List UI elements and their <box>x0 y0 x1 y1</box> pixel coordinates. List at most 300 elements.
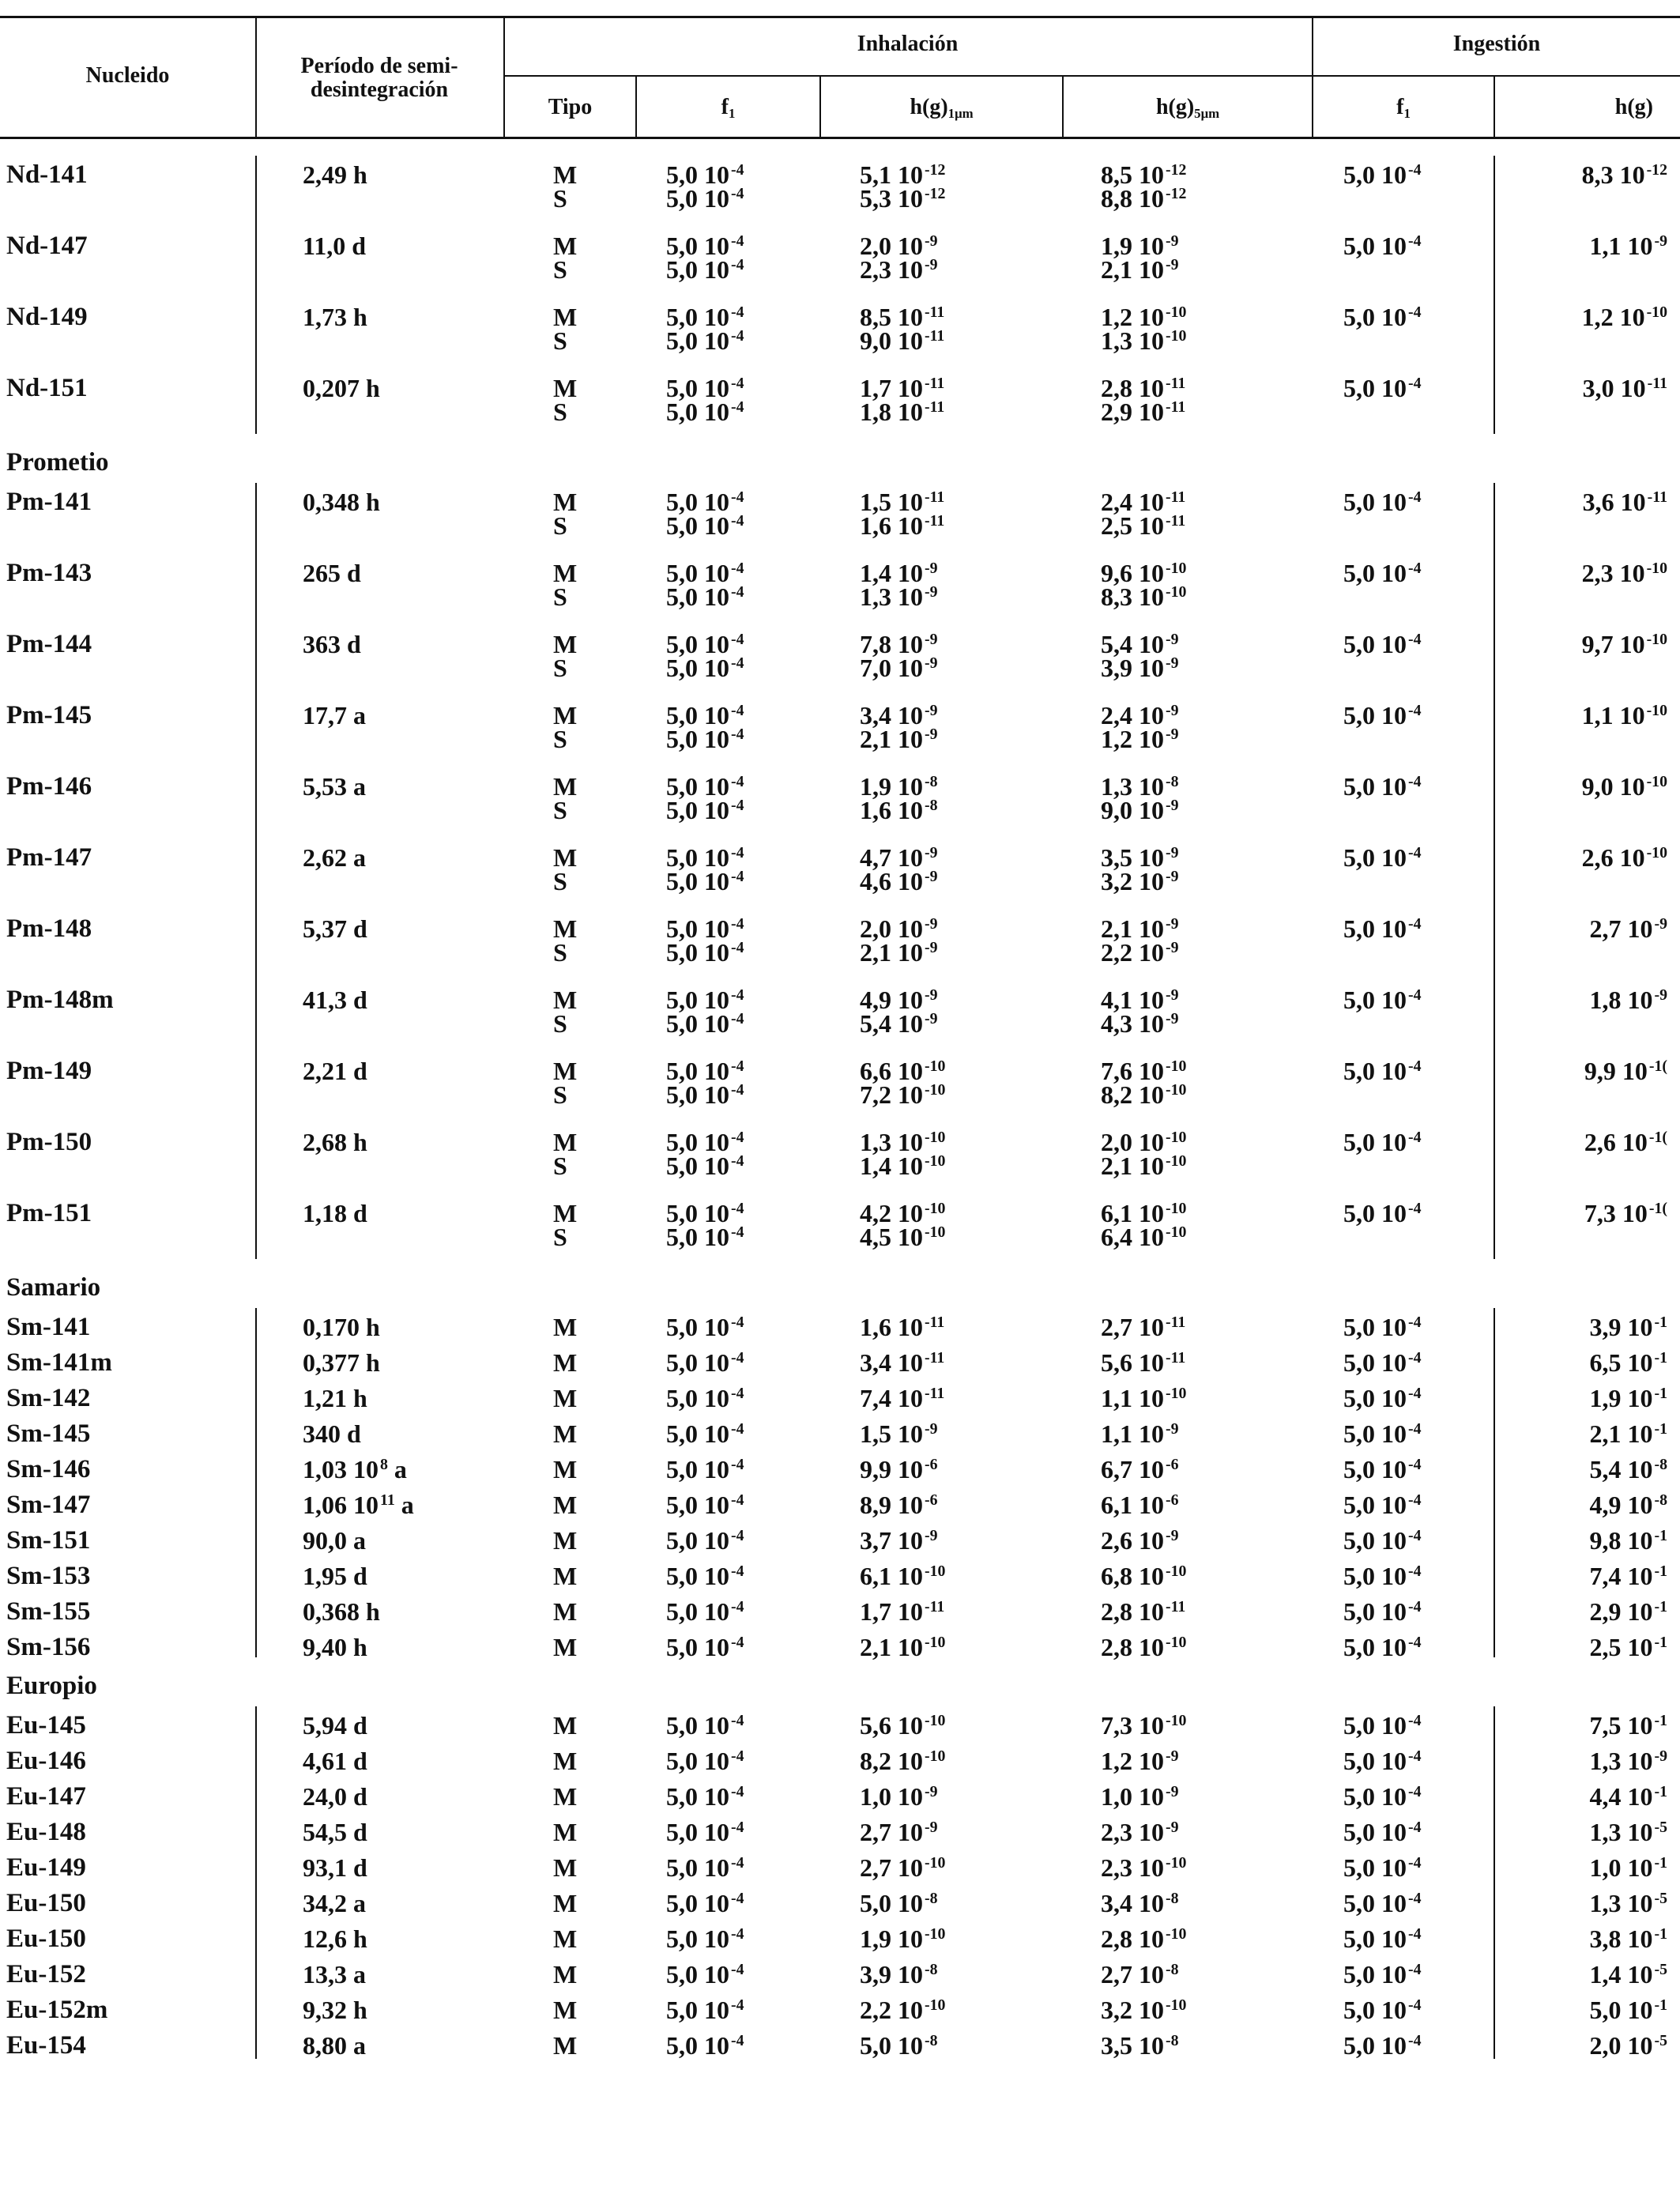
exponent: -9 <box>1166 1747 1179 1766</box>
column-divider <box>1494 1308 1495 1657</box>
h-1um: 7,8 10 $^{-9}$ <box>860 630 938 658</box>
exponent: -4 <box>1408 1057 1422 1076</box>
exponent: -4 <box>1408 2032 1422 2050</box>
exponent: -9 <box>1654 915 1667 933</box>
h-5um: 1,9 10 $^{-9}$ <box>1101 232 1179 260</box>
exponent: -10 <box>925 1223 946 1242</box>
h-1um: 6,1 10 $^{-10}$ <box>860 1562 946 1590</box>
absorption-type: S <box>553 1223 567 1251</box>
nuclide-name: Pm-151 <box>6 1199 92 1227</box>
exponent: -11 <box>925 1385 945 1403</box>
exponent: -9 <box>925 256 938 274</box>
exponent: -1 <box>1654 1349 1667 1367</box>
half-life: 1,95 d <box>303 1562 367 1590</box>
nuclide-name: Eu-149 <box>6 1853 86 1882</box>
absorption-type: M <box>553 1853 578 1882</box>
absorption-type: M <box>553 630 578 658</box>
exponent: -4 <box>1408 375 1422 393</box>
absorption-type: M <box>553 1455 578 1483</box>
exponent: -11 <box>1166 512 1186 530</box>
exponent: -8 <box>1166 773 1179 791</box>
exponent: -4 <box>731 375 744 393</box>
inhalation-f1: 5,0 10 $^{-4}$ <box>666 582 744 611</box>
ingestion-h: 2,5 10 $^{-1}$ <box>1589 1633 1667 1661</box>
exponent: -4 <box>731 1223 744 1242</box>
inhalation-f1: 5,0 10 $^{-4}$ <box>666 725 744 753</box>
ingestion-h: 1,0 10 $^{-1}$ <box>1589 1853 1667 1882</box>
absorption-type: M <box>553 1526 578 1555</box>
ingestion-h: 7,3 10 $^{-1(}$ <box>1584 1199 1667 1227</box>
absorption-type: M <box>553 2031 578 2060</box>
exponent: -4 <box>1408 1854 1422 1872</box>
exponent: -4 <box>1408 1783 1422 1801</box>
exponent: -5 <box>1654 1819 1667 1837</box>
inhalation-f1: 5,0 10 $^{-4}$ <box>666 488 744 516</box>
h-1um: 1,9 10 $^{-10}$ <box>860 1924 946 1953</box>
h-1um: 4,2 10 $^{-10}$ <box>860 1199 946 1227</box>
ingestion-f1: 5,0 10 $^{-4}$ <box>1343 1924 1422 1953</box>
nuclide-name: Pm-141 <box>6 488 92 516</box>
column-divider <box>255 483 257 1259</box>
h-5um: 1,2 10 $^{-9}$ <box>1101 1747 1179 1775</box>
h-1um: 9,9 10 $^{-6}$ <box>860 1455 938 1483</box>
inhalation-f1: 5,0 10 $^{-4}$ <box>666 1889 744 1917</box>
absorption-type: S <box>553 1080 567 1109</box>
exponent: -1 <box>1654 1385 1667 1403</box>
nuclide-name: Eu-145 <box>6 1711 86 1740</box>
inhalation-f1: 5,0 10 $^{-4}$ <box>666 843 744 872</box>
nuclide-name: Eu-148 <box>6 1818 86 1846</box>
exponent: -10 <box>1166 1129 1187 1147</box>
header-ingestion: Ingestión <box>1452 32 1541 56</box>
inhalation-f1: 5,0 10 $^{-4}$ <box>666 867 744 895</box>
absorption-type: M <box>553 1996 578 2024</box>
exponent: -4 <box>731 915 744 933</box>
ingestion-h: 2,6 10 $^{-1(}$ <box>1584 1128 1667 1156</box>
nuclide-name: Sm-145 <box>6 1419 91 1448</box>
exponent: -8 <box>1654 1491 1667 1510</box>
exponent: -4 <box>731 327 744 345</box>
exponent: -10 <box>925 1129 946 1147</box>
exponent: -4 <box>731 1961 744 1979</box>
nuclide-name: Eu-147 <box>6 1782 86 1811</box>
absorption-type: M <box>553 1313 578 1341</box>
h-5um: 2,6 10 $^{-9}$ <box>1101 1526 1179 1555</box>
ingestion-f1: 5,0 10 $^{-4}$ <box>1343 1455 1422 1483</box>
inhalation-f1: 5,0 10 $^{-4}$ <box>666 255 744 284</box>
h-1um: 8,9 10 $^{-6}$ <box>860 1491 938 1519</box>
absorption-type: S <box>553 255 567 284</box>
h-5um: 3,5 10 $^{-9}$ <box>1101 843 1179 872</box>
inhalation-f1: 5,0 10 $^{-4}$ <box>666 1348 744 1377</box>
absorption-type: M <box>553 843 578 872</box>
h-5um: 1,3 10 $^{-10}$ <box>1101 326 1187 355</box>
exponent: -9 <box>1166 1010 1179 1028</box>
header-periodo-2: desintegración <box>310 77 449 102</box>
exponent: -4 <box>1408 560 1422 578</box>
absorption-type: M <box>553 303 578 331</box>
exponent: -9 <box>925 1783 938 1801</box>
exponent: -1 <box>1654 1598 1667 1616</box>
h-5um: 2,1 10 $^{-10}$ <box>1101 1152 1187 1180</box>
exponent: -4 <box>1408 986 1422 1005</box>
nuclide-name: Sm-156 <box>6 1633 91 1661</box>
absorption-type: S <box>553 1009 567 1038</box>
exponent: -1 <box>1654 1783 1667 1801</box>
exponent: -8 <box>1166 2032 1179 2050</box>
nuclide-name: Sm-151 <box>6 1526 91 1555</box>
exponent: -10 <box>1166 1996 1187 2015</box>
ingestion-f1: 5,0 10 $^{-4}$ <box>1343 701 1422 729</box>
column-divider <box>255 156 257 434</box>
h-1um: 7,2 10 $^{-10}$ <box>860 1080 946 1109</box>
exponent: -9 <box>1166 726 1179 744</box>
table-top-rule <box>0 16 1680 18</box>
exponent: -4 <box>1408 915 1422 933</box>
exponent: -4 <box>1408 1563 1422 1581</box>
exponent: -9 <box>925 1420 938 1438</box>
half-life: 0,170 h <box>303 1313 380 1341</box>
section-heading: Prometio <box>6 448 109 477</box>
h-5um: 3,2 10 $^{-9}$ <box>1101 867 1179 895</box>
exponent: -4 <box>1408 1491 1422 1510</box>
section-heading: Samario <box>6 1273 101 1302</box>
ingestion-h: 1,2 10 $^{-10}$ <box>1581 303 1667 331</box>
exponent: -4 <box>731 1527 744 1545</box>
ingestion-h: 5,4 10 $^{-8}$ <box>1589 1455 1667 1483</box>
exponent: -4 <box>1408 1996 1422 2015</box>
half-life: 9,40 h <box>303 1633 367 1661</box>
h-5um: 6,7 10 $^{-6}$ <box>1101 1455 1179 1483</box>
h-5um: 2,0 10 $^{-10}$ <box>1101 1128 1187 1156</box>
exponent: -4 <box>731 161 744 179</box>
exponent: -4 <box>731 939 744 957</box>
h-5um: 4,1 10 $^{-9}$ <box>1101 986 1179 1014</box>
ingestion-f1: 5,0 10 $^{-4}$ <box>1343 1128 1422 1156</box>
exponent: -10 <box>1166 1385 1187 1403</box>
h-1um: 3,7 10 $^{-9}$ <box>860 1526 938 1555</box>
inhalation-f1: 5,0 10 $^{-4}$ <box>666 1080 744 1109</box>
exponent: -4 <box>1408 1747 1422 1766</box>
exponent: -1 <box>1654 1712 1667 1730</box>
exponent: -4 <box>731 631 744 649</box>
h-1um: 7,0 10 $^{-9}$ <box>860 654 938 682</box>
absorption-type: S <box>553 398 567 426</box>
exponent: -10 <box>925 1712 946 1730</box>
inhalation-f1: 5,0 10 $^{-4}$ <box>666 1597 744 1626</box>
h-5um: 8,5 10 $^{-12}$ <box>1101 160 1187 189</box>
ingestion-f1: 5,0 10 $^{-4}$ <box>1343 232 1422 260</box>
half-life: 0,368 h <box>303 1597 380 1626</box>
exponent: -4 <box>731 726 744 744</box>
ingestion-f1: 5,0 10 $^{-4}$ <box>1343 1384 1422 1412</box>
ingestion-h: 1,3 10 $^{-9}$ <box>1589 1747 1667 1775</box>
half-life: 11,0 d <box>303 232 367 260</box>
absorption-type: M <box>553 914 578 943</box>
exponent: -11 <box>1166 398 1186 417</box>
h-1um: 5,6 10 $^{-10}$ <box>860 1711 946 1740</box>
half-life: 1,06 10 $^{11}$ a <box>303 1491 414 1519</box>
exponent: -4 <box>731 512 744 530</box>
absorption-type: S <box>553 725 567 753</box>
exponent: -9 <box>1166 1420 1179 1438</box>
half-life: 5,53 a <box>303 772 366 801</box>
h-1um: 5,4 10 $^{-9}$ <box>860 1009 938 1038</box>
nuclide-name: Pm-148 <box>6 914 92 943</box>
exponent: -4 <box>731 773 744 791</box>
exponent: -4 <box>1408 1527 1422 1545</box>
absorption-type: M <box>553 1419 578 1448</box>
nuclide-name: Pm-146 <box>6 772 92 801</box>
exponent: -1 <box>1654 1420 1667 1438</box>
exponent: -8 <box>1166 1961 1179 1979</box>
exponent: -9 <box>1166 1527 1179 1545</box>
h-1um: 1,4 10 $^{-10}$ <box>860 1152 946 1180</box>
exponent: -4 <box>731 1712 744 1730</box>
exponent: -10 <box>925 1152 946 1171</box>
inhalation-f1: 5,0 10 $^{-4}$ <box>666 1818 744 1846</box>
exponent: -9 <box>925 702 938 720</box>
h-5um: 2,7 10 $^{-8}$ <box>1101 1960 1179 1989</box>
absorption-type: M <box>553 1818 578 1846</box>
half-life: 1,21 h <box>303 1384 367 1412</box>
exponent: -10 <box>925 1925 946 1943</box>
exponent: -4 <box>731 1819 744 1837</box>
exponent: -10 <box>1166 1712 1187 1730</box>
ingestion-h: 5,0 10 $^{-1}$ <box>1589 1996 1667 2024</box>
exponent: -4 <box>731 1057 744 1076</box>
exponent: -4 <box>731 702 744 720</box>
exponent: -12 <box>925 161 946 179</box>
h-5um: 3,2 10 $^{-10}$ <box>1101 1996 1187 2024</box>
h-5um: 2,8 10 $^{-11}$ <box>1101 374 1186 402</box>
inhalation-f1: 5,0 10 $^{-4}$ <box>666 1633 744 1661</box>
section-heading: Europio <box>6 1672 97 1700</box>
ingestion-h: 7,5 10 $^{-1}$ <box>1589 1711 1667 1740</box>
exponent: -4 <box>1408 631 1422 649</box>
nuclide-name: Sm-141 <box>6 1313 91 1341</box>
h-1um: 5,0 10 $^{-8}$ <box>860 1889 938 1917</box>
ingestion-f1: 5,0 10 $^{-4}$ <box>1343 1491 1422 1519</box>
absorption-type: M <box>553 1562 578 1590</box>
inhalation-f1: 5,0 10 $^{-4}$ <box>666 986 744 1014</box>
exponent: -4 <box>1408 1598 1422 1616</box>
exponent: -9 <box>925 560 938 578</box>
absorption-type: M <box>553 1491 578 1519</box>
exponent: -9 <box>925 868 938 886</box>
inhalation-f1: 5,0 10 $^{-4}$ <box>666 1562 744 1590</box>
ingestion-h: 1,4 10 $^{-5}$ <box>1589 1960 1667 1989</box>
exponent: -6 <box>925 1456 938 1474</box>
exponent: -9 <box>1166 1783 1179 1801</box>
absorption-type: S <box>553 654 567 682</box>
ingestion-f1: 5,0 10 $^{-4}$ <box>1343 1711 1422 1740</box>
exponent: -1 <box>1654 1634 1667 1652</box>
exponent: -9 <box>1166 868 1179 886</box>
ingestion-f1: 5,0 10 $^{-4}$ <box>1343 1526 1422 1555</box>
h-5um: 2,3 10 $^{-9}$ <box>1101 1818 1179 1846</box>
exponent: -9 <box>1654 232 1667 251</box>
exponent: -1 <box>1654 1996 1667 2015</box>
exponent: -1( <box>1648 1200 1667 1218</box>
exponent: -10 <box>1166 303 1187 322</box>
exponent: -4 <box>731 654 744 673</box>
ingestion-f1: 5,0 10 $^{-4}$ <box>1343 2031 1422 2060</box>
inhalation-f1: 5,0 10 $^{-4}$ <box>666 232 744 260</box>
half-life: 2,49 h <box>303 160 367 189</box>
absorption-type: S <box>553 796 567 824</box>
exponent: -4 <box>731 1996 744 2015</box>
exponent: -10 <box>1166 1854 1187 1872</box>
exponent: -9 <box>1166 939 1179 957</box>
nuclide-name: Eu-152m <box>6 1996 108 2024</box>
exponent: -4 <box>731 1081 744 1099</box>
exponent: -4 <box>731 1854 744 1872</box>
exponent: -4 <box>731 185 744 203</box>
exponent: -10 <box>925 1854 946 1872</box>
exponent: -11 <box>1166 1598 1186 1616</box>
half-life: 34,2 a <box>303 1889 366 1917</box>
ingestion-h: 7,4 10 $^{-1}$ <box>1589 1562 1667 1590</box>
ingestion-h: 9,0 10 $^{-10}$ <box>1581 772 1667 801</box>
nuclide-name: Pm-147 <box>6 843 92 872</box>
h-1um: 4,7 10 $^{-9}$ <box>860 843 938 872</box>
h-5um: 2,8 10 $^{-10}$ <box>1101 1924 1187 1953</box>
inhalation-f1: 5,0 10 $^{-4}$ <box>666 1128 744 1156</box>
f1-label: f <box>1396 95 1404 119</box>
exponent: -9 <box>1166 702 1179 720</box>
exponent: -4 <box>731 303 744 322</box>
exponent: -8 <box>925 773 938 791</box>
absorption-type: M <box>553 1960 578 1989</box>
exponent: -6 <box>1166 1456 1179 1474</box>
absorption-type: S <box>553 582 567 611</box>
inhalation-f1: 5,0 10 $^{-4}$ <box>666 1924 744 1953</box>
h-5um: 9,6 10 $^{-10}$ <box>1101 559 1187 587</box>
h-5um: 2,2 10 $^{-9}$ <box>1101 938 1179 967</box>
exponent: -10 <box>1646 702 1667 720</box>
exponent: -8 <box>925 1961 938 1979</box>
exponent: -11 <box>1166 488 1186 507</box>
nuclide-name: Sm-146 <box>6 1455 91 1483</box>
inhalation-f1: 5,0 10 $^{-4}$ <box>666 654 744 682</box>
exponent: -4 <box>731 256 744 274</box>
absorption-type: S <box>553 867 567 895</box>
h-5um: 2,5 10 $^{-11}$ <box>1101 511 1186 540</box>
h-5um: 7,6 10 $^{-10}$ <box>1101 1057 1187 1085</box>
ingestion-f1: 5,0 10 $^{-4}$ <box>1343 1996 1422 2024</box>
half-life: 1,18 d <box>303 1199 367 1227</box>
exponent: -4 <box>731 1563 744 1581</box>
exponent: -4 <box>731 1747 744 1766</box>
nuclide-name: Pm-143 <box>6 559 92 587</box>
exponent: -8 <box>925 1890 938 1908</box>
h-1um: 1,7 10 $^{-11}$ <box>860 1597 945 1626</box>
h-1um: 3,4 10 $^{-9}$ <box>860 701 938 729</box>
h1-subscript: 1μm <box>947 106 974 122</box>
ingestion-f1: 5,0 10 $^{-4}$ <box>1343 1889 1422 1917</box>
h-5um: 5,4 10 $^{-9}$ <box>1101 630 1179 658</box>
ingestion-f1: 5,0 10 $^{-4}$ <box>1343 559 1422 587</box>
exponent: -9 <box>1166 654 1179 673</box>
half-life: 265 d <box>303 559 361 587</box>
exponent: -10 <box>1166 1223 1187 1242</box>
absorption-type: M <box>553 1633 578 1661</box>
ingestion-f1: 5,0 10 $^{-4}$ <box>1343 1597 1422 1626</box>
exponent: -5 <box>1654 2032 1667 2050</box>
exponent: -9 <box>925 1010 938 1028</box>
exponent: -11 <box>1166 1314 1186 1332</box>
exponent: -5 <box>1654 1961 1667 1979</box>
inhalation-f1: 5,0 10 $^{-4}$ <box>666 1747 744 1775</box>
nuclide-name: Eu-154 <box>6 2031 86 2060</box>
h-1um: 1,0 10 $^{-9}$ <box>860 1782 938 1811</box>
absorption-type: M <box>553 488 578 516</box>
half-life: 54,5 d <box>303 1818 367 1846</box>
ingestion-f1: 5,0 10 $^{-4}$ <box>1343 1419 1422 1448</box>
h-5um: 2,4 10 $^{-11}$ <box>1101 488 1186 516</box>
exponent: -4 <box>1408 773 1422 791</box>
exponent: -5 <box>1654 1890 1667 1908</box>
exponent: -6 <box>1166 1491 1179 1510</box>
exponent: -10 <box>1646 303 1667 322</box>
inhalation-f1: 5,0 10 $^{-4}$ <box>666 1419 744 1448</box>
exponent: -9 <box>1166 844 1179 862</box>
inhalation-f1: 5,0 10 $^{-4}$ <box>666 1223 744 1251</box>
exponent: -4 <box>1408 1634 1422 1652</box>
exponent: -10 <box>1166 1563 1187 1581</box>
half-life: 90,0 a <box>303 1526 366 1555</box>
ingestion-h: 3,9 10 $^{-1}$ <box>1589 1313 1667 1341</box>
nuclide-name: Pm-145 <box>6 701 92 729</box>
ingestion-h: 2,7 10 $^{-9}$ <box>1589 914 1667 943</box>
absorption-type: M <box>553 1889 578 1917</box>
inhalation-f1: 5,0 10 $^{-4}$ <box>666 630 744 658</box>
exponent: -4 <box>1408 844 1422 862</box>
absorption-type: M <box>553 160 578 189</box>
exponent: -10 <box>925 1747 946 1766</box>
exponent: -10 <box>1166 583 1187 601</box>
absorption-type: M <box>553 772 578 801</box>
inhalation-f1: 5,0 10 $^{-4}$ <box>666 1526 744 1555</box>
ingestion-h: 9,7 10 $^{-10}$ <box>1581 630 1667 658</box>
exponent: -4 <box>731 1420 744 1438</box>
ingestion-h: 2,1 10 $^{-1}$ <box>1589 1419 1667 1448</box>
nuclide-name: Sm-141m <box>6 1348 112 1377</box>
inhalation-f1: 5,0 10 $^{-4}$ <box>666 511 744 540</box>
ingestion-h: 9,8 10 $^{-1}$ <box>1589 1526 1667 1555</box>
inhalation-f1: 5,0 10 $^{-4}$ <box>666 160 744 189</box>
inhalation-f1: 5,0 10 $^{-4}$ <box>666 374 744 402</box>
exponent: -12 <box>1646 161 1667 179</box>
exponent: -11 <box>1647 375 1667 393</box>
exponent: -11 <box>1166 375 1186 393</box>
exponent: -9 <box>925 1527 938 1545</box>
h-5um: 8,3 10 $^{-10}$ <box>1101 582 1187 611</box>
half-life: 93,1 d <box>303 1853 367 1882</box>
inhalation-f1: 5,0 10 $^{-4}$ <box>666 1057 744 1085</box>
ingestion-h: 3,6 10 $^{-11}$ <box>1582 488 1667 516</box>
inhalation-f1: 5,0 10 $^{-4}$ <box>666 796 744 824</box>
half-life: 1,03 10 $^8$ a <box>303 1455 407 1483</box>
inhalation-f1: 5,0 10 $^{-4}$ <box>666 398 744 426</box>
ingestion-h: 1,9 10 $^{-1}$ <box>1589 1384 1667 1412</box>
h-1um: 2,1 10 $^{-9}$ <box>860 725 938 753</box>
exponent: -4 <box>731 1129 744 1147</box>
half-life: 8,80 a <box>303 2031 366 2060</box>
inhalation-f1: 5,0 10 $^{-4}$ <box>666 326 744 355</box>
nuclide-name: Sm-155 <box>6 1597 91 1626</box>
